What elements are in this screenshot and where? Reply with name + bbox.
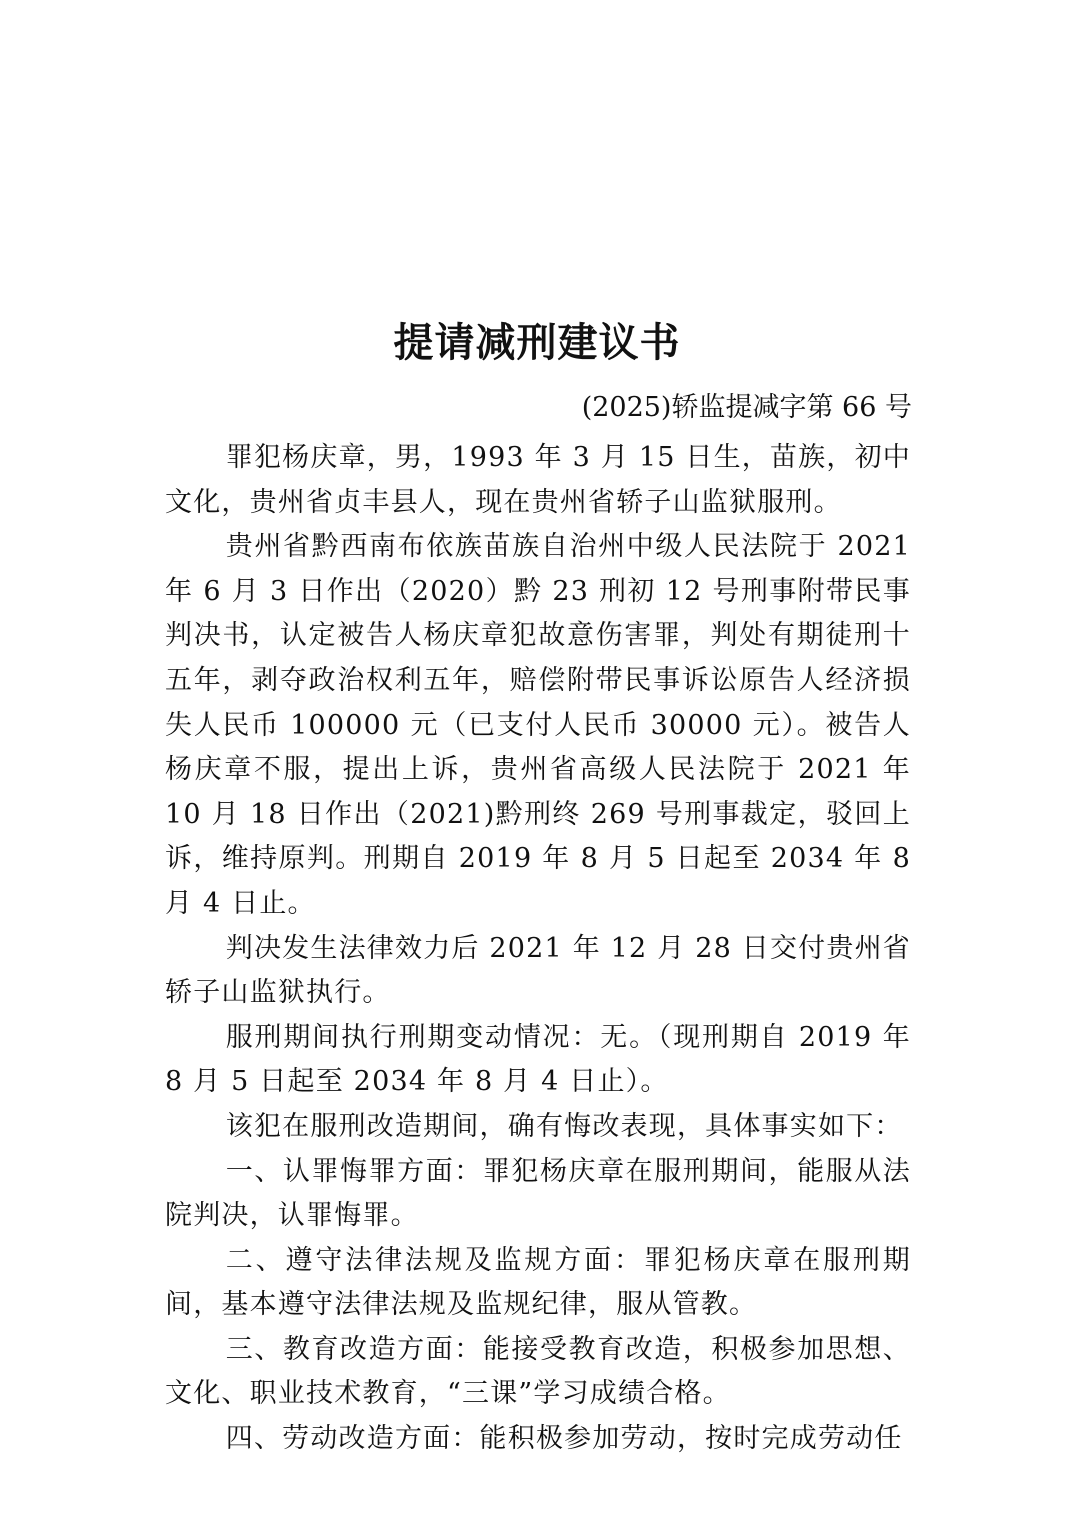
paragraph-facts-intro: 该犯在服刑改造期间，确有悔改表现，具体事实如下：: [225, 1110, 903, 1142]
paragraph-discipline: 二、遵守法律法规及监规方面：罪犯杨庆章在服刑期间，基本遵守法律法规及监规纪律，服从管教。: [165, 1244, 911, 1321]
paragraph-judgment: 贵州省黔西南布依族苗族自治州中级人民法院于 2021 年 6 月 3 日作出（2020）黔 23 刑初 12 号刑事附带民事判决书，认定被告人杨庆章犯故意伤害罪，判处有期徒刑十五年，剥夺政治权利五年，赔偿附带民事诉讼原告人经济损失人民币 100000 元（已支付人民币 30000 元）。被告人杨庆章不服，提出上诉，贵州省高级人民法院于 2021 年 10 月 18 日作出（2021)黔刑终 269 号刑事裁定，驳回上诉，维持原判。刑期自 2019 年 8 月 5 日起至 2034 年 8 月 4 日止。: [165, 531, 911, 919]
document-title: 提请减刑建议书: [393, 319, 681, 366]
paragraph-education: 三、教育改造方面：能接受教育改造，积极参加思想、文化、职业技术教育，“三课”学习成绩合格。: [165, 1333, 911, 1410]
document-body: [165, 436, 911, 1462]
paragraph-labor: 四、劳动改造方面：能积极参加劳动，按时完成劳动任: [225, 1423, 903, 1455]
document-number: (2025)轿监提减字第 66 号: [581, 392, 912, 423]
paragraph-offender-info: 罪犯杨庆章，男，1993 年 3 月 15 日生，苗族，初中文化，贵州省贞丰县人，现在贵州省轿子山监狱服刑。: [165, 442, 911, 518]
paragraph-repentance: 一、认罪悔罪方面：罪犯杨庆章在服刑期间，能服从法院判决，认罪悔罪。: [165, 1155, 911, 1232]
paragraph-delivery: 判决发生法律效力后 2021 年 12 月 28 日交付贵州省轿子山监狱执行。: [165, 932, 911, 1009]
paragraph-sentence-changes: 服刑期间执行刑期变动情况：无。（现刑期自 2019 年 8 月 5 日起至 2034 年 8 月 4 日止）。: [165, 1021, 911, 1098]
